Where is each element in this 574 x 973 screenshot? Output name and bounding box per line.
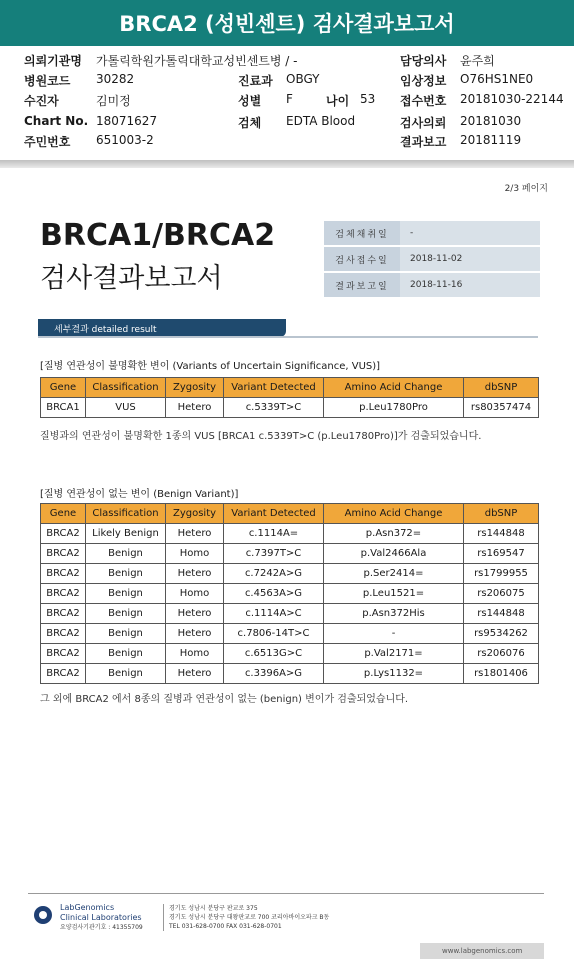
variant-cell: c.1114A>C [224,604,324,624]
amino-acid-cell: - [324,624,464,644]
dbsnp-cell: rs206076 [464,644,539,664]
classification-cell: Benign [86,544,166,564]
column-header: Classification [86,504,166,524]
variant-cell: c.7397T>C [224,544,324,564]
variant-cell: c.4563A>G [224,584,324,604]
vus-note: 질병과의 연관성이 불명확한 1종의 VUS [BRCA1 c.5339T>C (p.Leu1780Pro)]가 검출되었습니다. [40,431,482,442]
zygosity-cell: Homo [166,584,224,604]
document-subtitle: 검사결과보고서 [40,263,223,294]
meta-value: 김미정 [96,94,131,108]
meta-row [0,92,574,110]
table-row [41,564,539,584]
classification-cell: Likely Benign [86,524,166,544]
table-row [41,624,539,644]
date-value: 2018-11-16 [400,273,540,297]
column-header: Amino Acid Change [324,378,464,398]
lab-subname: Clinical Laboratories [60,913,142,922]
zygosity-cell: Hetero [166,664,224,684]
document-title: BRCA1/BRCA2 [40,218,276,253]
classification-cell: Benign [86,644,166,664]
zygosity-cell: Hetero [166,524,224,544]
meta-label: 나이 [326,94,350,108]
meta-value: O76HS1NE0 [460,72,534,86]
variant-cell: c.7806-14T>C [224,624,324,644]
classification-cell: Benign [86,564,166,584]
table-row [41,544,539,564]
section-divider [38,336,538,338]
dbsnp-cell: rs1799955 [464,564,539,584]
zygosity-cell: Hetero [166,398,224,418]
table-header-row [41,504,539,524]
table-row [41,524,539,544]
meta-row [0,52,574,70]
variant-cell: c.3396A>G [224,664,324,684]
date-row [324,221,540,245]
meta-label: Chart No. [24,114,89,128]
meta-value: 윤주희 [460,54,495,68]
zygosity-cell: Hetero [166,604,224,624]
lab-contact: TEL 031-628-0700 FAX 031-628-0701 [169,923,282,930]
dbsnp-cell: rs9534262 [464,624,539,644]
dbsnp-cell: rs206075 [464,584,539,604]
meta-value: 651003-2 [96,133,154,147]
meta-label: 임상정보 [400,74,447,88]
gene-cell: BRCA2 [41,524,86,544]
amino-acid-cell: p.Asn372= [324,524,464,544]
gene-cell: BRCA2 [41,644,86,664]
dbsnp-cell: rs169547 [464,544,539,564]
patient-meta [0,52,574,154]
dbsnp-cell: rs1801406 [464,664,539,684]
date-value: 2018-11-02 [400,247,540,271]
date-label: 검체채취일 [324,221,400,245]
lab-address: 경기도 성남시 분당구 판교로 375 [169,905,258,912]
meta-row [0,133,574,151]
gene-cell: BRCA2 [41,584,86,604]
meta-value: 20181030 [460,114,522,128]
meta-label: 의뢰기관명 [24,54,82,68]
table-row [41,664,539,684]
amino-acid-cell: p.Asn372His [324,604,464,624]
lab-name-block [60,903,143,933]
meta-label: 결과보고 [400,135,447,149]
amino-acid-cell: p.Ser2414= [324,564,464,584]
meta-value: 53 [360,92,376,106]
date-row [324,273,540,297]
meta-row [0,114,574,132]
column-header: Gene [41,378,86,398]
gene-cell: BRCA2 [41,624,86,644]
meta-label: 수진자 [24,94,59,108]
column-header: Variant Detected [224,378,324,398]
table-row [41,644,539,664]
zygosity-cell: Hetero [166,564,224,584]
gene-cell: BRCA2 [41,604,86,624]
meta-row [0,72,574,90]
column-header: Zygosity [166,504,224,524]
section-tab: 세부결과 detailed result [38,319,286,337]
column-header: Variant Detected [224,504,324,524]
meta-label: 주민번호 [24,135,71,149]
amino-acid-cell: p.Val2466Ala [324,544,464,564]
date-label: 검사접수일 [324,247,400,271]
date-row [324,247,540,271]
classification-cell: Benign [86,604,166,624]
table-row [41,398,539,418]
report-header-bar [0,0,574,46]
lab-address: 경기도 성남시 분당구 대왕판교로 700 코리아바이오파크 B동 [169,914,330,921]
lab-website: www.labgenomics.com [420,943,544,959]
dbsnp-cell: rs144848 [464,604,539,624]
classification-cell: Benign [86,584,166,604]
meta-value: F [286,92,293,106]
amino-acid-cell: p.Val2171= [324,644,464,664]
meta-value: 20181030-22144 [460,92,564,106]
gene-cell: BRCA2 [41,564,86,584]
benign-note: 그 외에 BRCA2 에서 8종의 질병과 연관성이 없는 (benign) 변이가 검출되었습니다. [40,694,409,705]
column-header: dbSNP [464,504,539,524]
variant-cell: c.5339T>C [224,398,324,418]
table-row [41,584,539,604]
amino-acid-cell: p.Lys1132= [324,664,464,684]
meta-label: 병원코드 [24,74,71,88]
meta-label: 검체 [238,116,262,130]
labgenomics-logo-icon [34,906,52,924]
column-header: Amino Acid Change [324,504,464,524]
meta-value: OBGY [286,72,320,86]
meta-value: 30282 [96,72,135,86]
zygosity-cell: Homo [166,644,224,664]
meta-label: 접수번호 [400,94,447,108]
lab-address-block [163,904,329,931]
meta-label: 진료과 [238,74,273,88]
report-header-title: BRCA2 (성빈센트) 검사결과보고서 [119,12,455,36]
classification-cell: Benign [86,624,166,644]
column-header: Classification [86,378,166,398]
footer-divider [28,893,544,894]
zygosity-cell: Homo [166,544,224,564]
meta-value: 가톨릭학원가톨릭대학교성빈센트병 / - [96,54,298,68]
gene-cell: BRCA1 [41,398,86,418]
vus-heading: [질병 연관성이 불명확한 변이 (Variants of Uncertain Significance, VUS)] [40,361,381,372]
meta-label: 성별 [238,94,262,108]
column-header: dbSNP [464,378,539,398]
variant-cell: c.1114A= [224,524,324,544]
zygosity-cell: Hetero [166,624,224,644]
classification-cell: Benign [86,664,166,684]
date-label: 결과보고일 [324,273,400,297]
meta-label: 검사의뢰 [400,116,447,130]
meta-value: 18071627 [96,114,158,128]
table-header-row [41,378,539,398]
variant-cell: c.7242A>G [224,564,324,584]
amino-acid-cell: p.Leu1521= [324,584,464,604]
amino-acid-cell: p.Leu1780Pro [324,398,464,418]
dbsnp-cell: rs144848 [464,524,539,544]
meta-value: EDTA Blood [286,114,356,128]
meta-label: 담당의사 [400,54,447,68]
meta-value: 20181119 [460,133,522,147]
dbsnp-cell: rs80357474 [464,398,539,418]
date-value: - [400,221,540,245]
vus-table [40,377,539,418]
column-header: Zygosity [166,378,224,398]
variant-cell: c.6513G>C [224,644,324,664]
page-number: 2/3 페이지 [504,184,548,194]
benign-heading: [질병 연관성이 없는 변이 (Benign Variant)] [40,489,239,500]
specimen-dates-box [324,221,540,299]
column-header: Gene [41,504,86,524]
lab-name: LabGenomics [60,903,115,912]
gene-cell: BRCA2 [41,664,86,684]
lab-code: 요양검사기관기호 : 41355709 [60,924,143,931]
gene-cell: BRCA2 [41,544,86,564]
table-row [41,604,539,624]
classification-cell: VUS [86,398,166,418]
benign-table [40,503,539,684]
